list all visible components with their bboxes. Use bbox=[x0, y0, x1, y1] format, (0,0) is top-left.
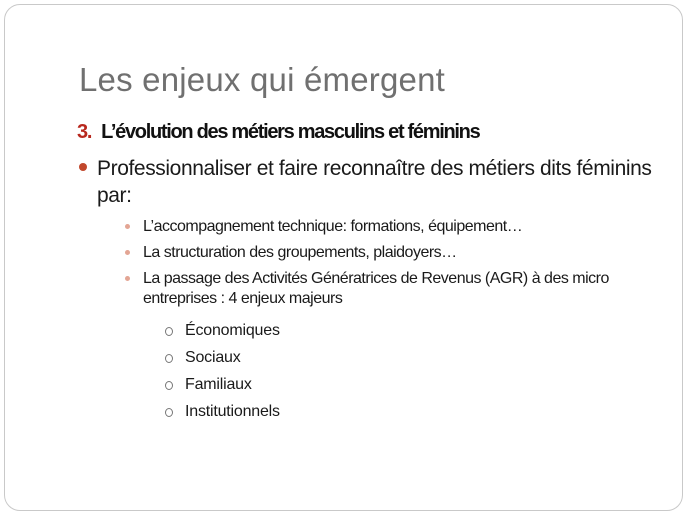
main-bullet bbox=[79, 155, 659, 209]
slide-subtitle bbox=[77, 121, 479, 144]
slide-title: Les enjeux qui émergent bbox=[79, 61, 446, 98]
sub-bullet-dot-icon bbox=[125, 224, 130, 229]
enjeu-text: Sociaux bbox=[185, 349, 241, 366]
sub-bullet-item bbox=[123, 217, 643, 237]
enjeu-item bbox=[165, 402, 280, 422]
enjeu-item bbox=[165, 375, 280, 395]
subtitle-number: 3. bbox=[77, 121, 92, 143]
sub-bullet-text: La passage des Activités Génératrices de Revenus (AGR) à des micro entreprises : 4 enjeux majeurs bbox=[143, 270, 609, 307]
enjeu-item bbox=[165, 321, 280, 341]
circle-bullet-icon bbox=[165, 354, 173, 363]
sub-bullet-item bbox=[123, 269, 643, 309]
sub-bullet-list bbox=[123, 217, 643, 315]
enjeu-text: Économiques bbox=[185, 322, 280, 339]
main-bullet-text: Professionnaliser et faire reconnaître des métiers dits féminins par: bbox=[97, 157, 652, 207]
sub-bullet-item bbox=[123, 243, 643, 263]
sub-bullet-dot-icon bbox=[125, 276, 130, 281]
enjeu-text: Familiaux bbox=[185, 376, 252, 393]
enjeu-text: Institutionnels bbox=[185, 403, 280, 420]
sub-bullet-text: La structuration des groupements, plaidoyers… bbox=[143, 244, 457, 261]
enjeu-item bbox=[165, 348, 280, 368]
sub-bullet-text: L’accompagnement technique: formations, équipement… bbox=[143, 218, 523, 235]
sub-bullet-dot-icon bbox=[125, 250, 130, 255]
subtitle-text: L’évolution des métiers masculins et féminins bbox=[101, 121, 480, 143]
bullet-dot-icon bbox=[79, 163, 87, 171]
enjeux-list bbox=[165, 321, 280, 429]
circle-bullet-icon bbox=[165, 381, 173, 390]
circle-bullet-icon bbox=[165, 327, 173, 336]
slide-frame bbox=[4, 4, 683, 511]
circle-bullet-icon bbox=[165, 408, 173, 417]
